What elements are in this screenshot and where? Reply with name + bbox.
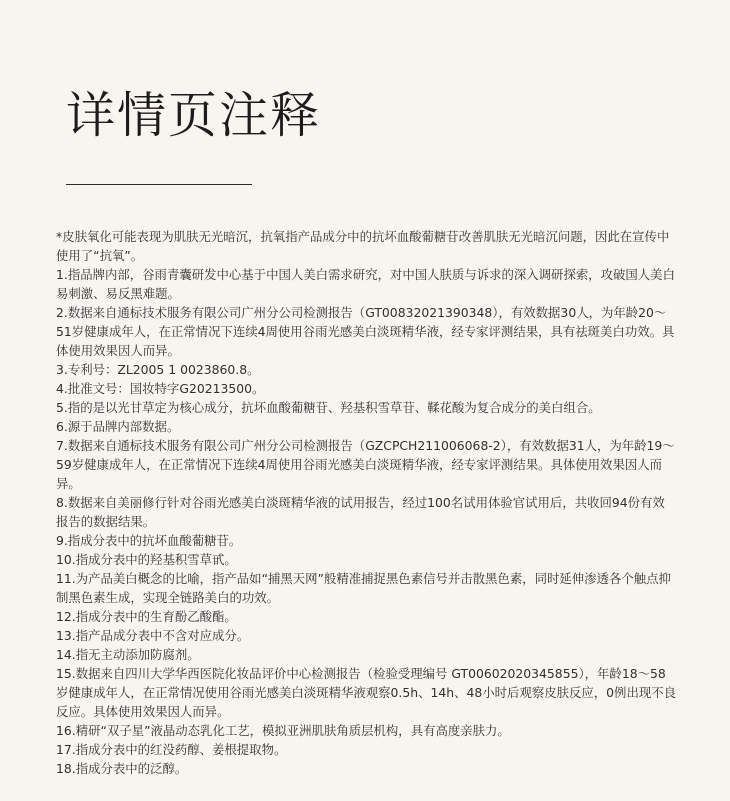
notes-list	[56, 227, 676, 778]
note-item-1: 1.指品牌内部，谷雨青囊研发中心基于中国人美白需求研究，对中国人肤质与诉求的深入调研探索，攻破国人美白易刺激、易反黑难题。	[56, 267, 675, 301]
note-item-9: 9.指成分表中的抗坏血酸葡糖苷。	[56, 533, 242, 548]
note-item-5: 5.指的是以光甘草定为核心成分，抗坏血酸葡糖苷、羟基积雪草苷、鞣花酸为复合成分的美白组合。	[56, 400, 601, 415]
title-divider	[66, 184, 252, 185]
note-item-14: 14.指无主动添加防腐剂。	[56, 647, 200, 662]
note-item-16: 16.精研“双子星”液晶动态乳化工艺，模拟亚洲肌肤角质层机构，具有高度亲肤力。	[56, 723, 510, 738]
note-item-18: 18.指成分表中的泛醇。	[56, 761, 188, 776]
note-item-17: 17.指成分表中的红没药醇、姜根提取物。	[56, 742, 287, 757]
note-item-13: 13.指产品成分表中不含对应成分。	[56, 628, 250, 643]
note-item-11: 11.为产品美白概念的比喻，指产品如“捕黑天网”般精准捕捉黑色素信号并击散黑色素，同时延伸渗透各个触点抑制黑色素生成，实现全链路美白的功效。	[56, 571, 671, 605]
note-item-6: 6.源于品牌内部数据。	[56, 419, 180, 434]
note-item-4: 4.批准文号：国妆特字G20213500。	[56, 381, 265, 396]
note-item-2: 2.数据来自通标技术服务有限公司广州分公司检测报告（GT00832021390348），有效数据30人，为年龄20～51岁健康成年人，在正常情况下连续4周使用谷雨光感美白淡斑精华液，经专家评测结果，具有祛斑美白功效。具体使用效果因人而异。	[56, 305, 675, 358]
note-item-10: 10.指成分表中的羟基积雪草甙。	[56, 552, 237, 567]
note-item-8: 8.数据来自美丽修行针对谷雨光感美白淡斑精华液的试用报告，经过100名试用体验官试用后，共收回94份有效报告的数据结果。	[56, 495, 665, 529]
note-item-intro: *皮肤氧化可能表现为肌肤无光暗沉，抗氧指产品成分中的抗坏血酸葡糖苷改善肌肤无光暗沉问题，因此在宣传中使用了“抗氧”。	[56, 229, 670, 263]
note-item-7: 7.数据来自通标技术服务有限公司广州分公司检测报告（GZCPCH211006068-2），有效数据31人，为年龄19～59岁健康成年人，在正常情况下连续4周使用谷雨光感美白淡斑精华液，经专家评测结果。具体使用效果因人而异。	[56, 438, 675, 491]
note-item-15: 15.数据来自四川大学华西医院化妆品评价中心检测报告（检验受理编号 GT00602020345855），年龄18～58岁健康成年人，在正常情况使用谷雨光感美白淡斑精华液观察0.5h、14h、48小时后观察皮肤反应，0例出现不良反应。具体使用效果因人而异。	[56, 666, 677, 719]
note-item-3: 3.专利号：ZL2005 1 0023860.8。	[56, 362, 260, 377]
note-item-12: 12.指成分表中的生育酚乙酸酯。	[56, 609, 237, 624]
page-title: 详情页注释	[66, 87, 322, 144]
